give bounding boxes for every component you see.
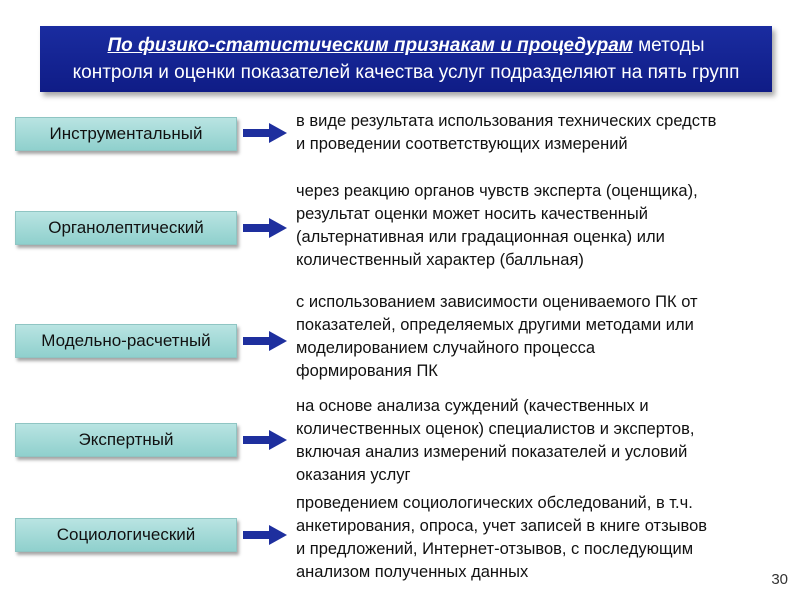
- desc-line: количественный характер (балльная): [296, 251, 584, 269]
- desc-line: количественных оценок) специалистов и экспертов,: [296, 420, 695, 438]
- desc-line: через реакцию органов чувств эксперта (оценщика),: [296, 182, 698, 200]
- desc-line: в виде результата использования технических средств: [296, 112, 717, 130]
- method-label-organoleptic: Органолептический: [15, 211, 237, 245]
- desc-line: с использованием зависимости оцениваемого ПК от: [296, 293, 698, 311]
- banner-line-1: [40, 32, 772, 59]
- page-number: 30: [771, 571, 788, 588]
- method-description-sociological: [296, 492, 786, 584]
- banner-line-2: контроля и оценки показателей качества услуг подразделяют на пять групп: [72, 62, 740, 83]
- method-label-instrumental: Инструментальный: [15, 117, 237, 151]
- desc-line: и предложений, Интернет-отзывов, с последующим: [296, 540, 694, 558]
- banner-text-1: методы: [632, 35, 705, 56]
- arrow-icon: [243, 217, 287, 239]
- arrow-icon: [243, 330, 287, 352]
- method-label-expert: Экспертный: [15, 423, 237, 457]
- desc-line: анкетирования, опроса, учет записей в книге отзывов: [296, 517, 708, 535]
- desc-line: показателей, определяемых другими методами или: [296, 316, 694, 334]
- method-label-sociological: Социологический: [15, 518, 237, 552]
- arrow-icon: [243, 122, 287, 144]
- desc-line: моделированием случайного процесса: [296, 339, 596, 357]
- desc-line: включая анализ измерений показателей и условий: [296, 443, 688, 461]
- desc-line: на основе анализа суждений (качественных и: [296, 397, 649, 415]
- banner-emphasis: По физико-статистическим признакам и процедурам: [107, 35, 633, 56]
- desc-line: анализом полученных данных: [296, 563, 529, 581]
- desc-line: (альтернативная или градационная оценка) или: [296, 228, 665, 246]
- method-label-model-calc: Модельно-расчетный: [15, 324, 237, 358]
- arrow-icon: [243, 429, 287, 451]
- desc-line: оказания услуг: [296, 466, 411, 484]
- arrow-icon: [243, 524, 287, 546]
- method-description-organoleptic: [296, 180, 786, 272]
- desc-line: результат оценки может носить качественный: [296, 205, 648, 223]
- desc-line: формирования ПК: [296, 362, 438, 380]
- title-banner: [40, 26, 772, 92]
- method-description-model-calc: [296, 291, 786, 383]
- method-description-expert: [296, 395, 786, 487]
- desc-line: и проведении соответствующих измерений: [296, 135, 628, 153]
- method-description-instrumental: [296, 110, 786, 156]
- desc-line: проведением социологических обследований, в т.ч.: [296, 494, 693, 512]
